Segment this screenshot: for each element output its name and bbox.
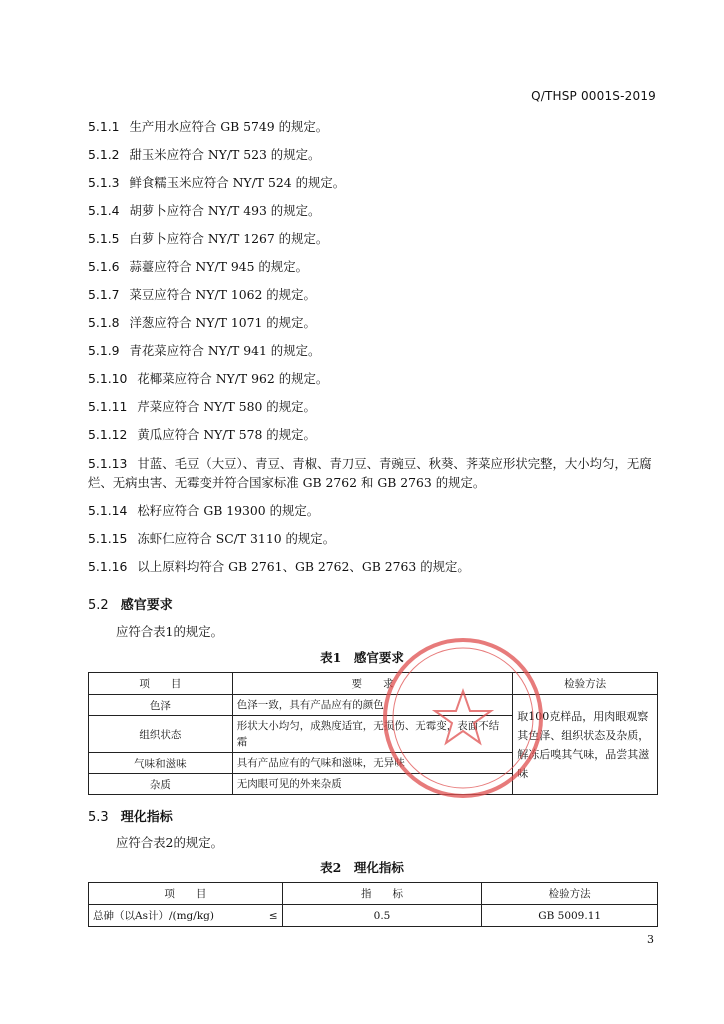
clause-5-1-10: 5.1.10 花椰菜应符合 NY/T 962 的规定。 [88,371,329,386]
clause-5-1-7: 5.1.7 菜豆应符合 NY/T 1062 的规定。 [88,287,316,302]
method-cell: 取100克样品，用肉眼观察其色泽、组织状态及杂质，解冻后嗅其气味，品尝其滋味 [513,695,658,795]
table-row [89,695,658,716]
table-row [89,905,658,927]
physicochemical-table [88,882,658,927]
header-indicator: 指 标 [282,883,482,905]
sensory-requirements-table [88,672,658,795]
clause-5-1-13: 5.1.13 甘蓝、毛豆（大豆）、青豆、青椒、青刀豆、青豌豆、秋葵、荠菜应形状完整，大小均匀，无腐烂、无病虫害、无霉变并符合国家标准 GB 2762 和 GB 2763 的规定。 [88,456,652,490]
requirement-cell: 无肉眼可见的外来杂质 [232,774,512,795]
table-header-row [89,673,658,695]
requirement-cell: 具有产品应有的气味和滋味，无异味 [232,753,512,774]
item-cell: 气味和滋味 [89,753,233,774]
section-5-2-intro: 应符合表1的规定。 [116,624,224,639]
clause-5-1-8: 5.1.8 洋葱应符合 NY/T 1071 的规定。 [88,315,316,330]
item-cell: 杂质 [89,774,233,795]
clause-list [88,118,660,586]
section-heading-5-2: 5.2 感官要求 [88,598,173,613]
table-header-row [89,883,658,905]
page-number: 3 [647,933,654,946]
header-item: 项 目 [89,883,283,905]
item-cell: 组织状态 [89,716,233,753]
item-cell: 总砷（以As计）/(mg/kg) [89,905,265,927]
company-seal-stamp [378,633,548,803]
header-method: 检验方法 [482,883,658,905]
clause-5-1-14: 5.1.14 松籽应符合 GB 19300 的规定。 [88,503,320,518]
clause-5-1-2: 5.1.2 甜玉米应符合 NY/T 523 的规定。 [88,147,321,162]
document-code: Q/THSP 0001S-2019 [531,89,656,103]
table1-caption: 表1 感官要求 [320,650,404,665]
operator-cell: ≤ [264,905,282,927]
clause-5-1-12: 5.1.12 黄瓜应符合 NY/T 578 的规定。 [88,427,316,442]
clause-5-1-5: 5.1.5 白萝卜应符合 NY/T 1267 的规定。 [88,231,329,246]
item-cell: 色泽 [89,695,233,716]
requirement-cell: 形状大小均匀，成熟度适宜，无损伤、无霉变，表面不结霜 [232,716,512,753]
requirement-cell: 色泽一致，具有产品应有的颜色 [232,695,512,716]
section-5-3-intro: 应符合表2的规定。 [116,835,224,850]
table2-caption: 表2 理化指标 [320,860,404,875]
clause-5-1-9: 5.1.9 青花菜应符合 NY/T 941 的规定。 [88,343,321,358]
header-method: 检验方法 [513,673,658,695]
clause-5-1-3: 5.1.3 鲜食糯玉米应符合 NY/T 524 的规定。 [88,175,346,190]
clause-5-1-15: 5.1.15 冻虾仁应符合 SC/T 3110 的规定。 [88,531,336,546]
section-heading-5-3: 5.3 理化指标 [88,810,173,825]
clause-5-1-4: 5.1.4 胡萝卜应符合 NY/T 493 的规定。 [88,203,321,218]
method-cell: GB 5009.11 [482,905,658,927]
clause-5-1-16: 5.1.16 以上原料均符合 GB 2761、GB 2762、GB 2763 的规定。 [88,559,470,574]
clause-5-1-6: 5.1.6 蒜薹应符合 NY/T 945 的规定。 [88,259,308,274]
header-item: 项 目 [89,673,233,695]
clause-5-1-11: 5.1.11 芹菜应符合 NY/T 580 的规定。 [88,399,316,414]
header-requirement: 要 求 [232,673,512,695]
clause-5-1-1: 5.1.1 生产用水应符合 GB 5749 的规定。 [88,119,329,134]
value-cell: 0.5 [282,905,482,927]
